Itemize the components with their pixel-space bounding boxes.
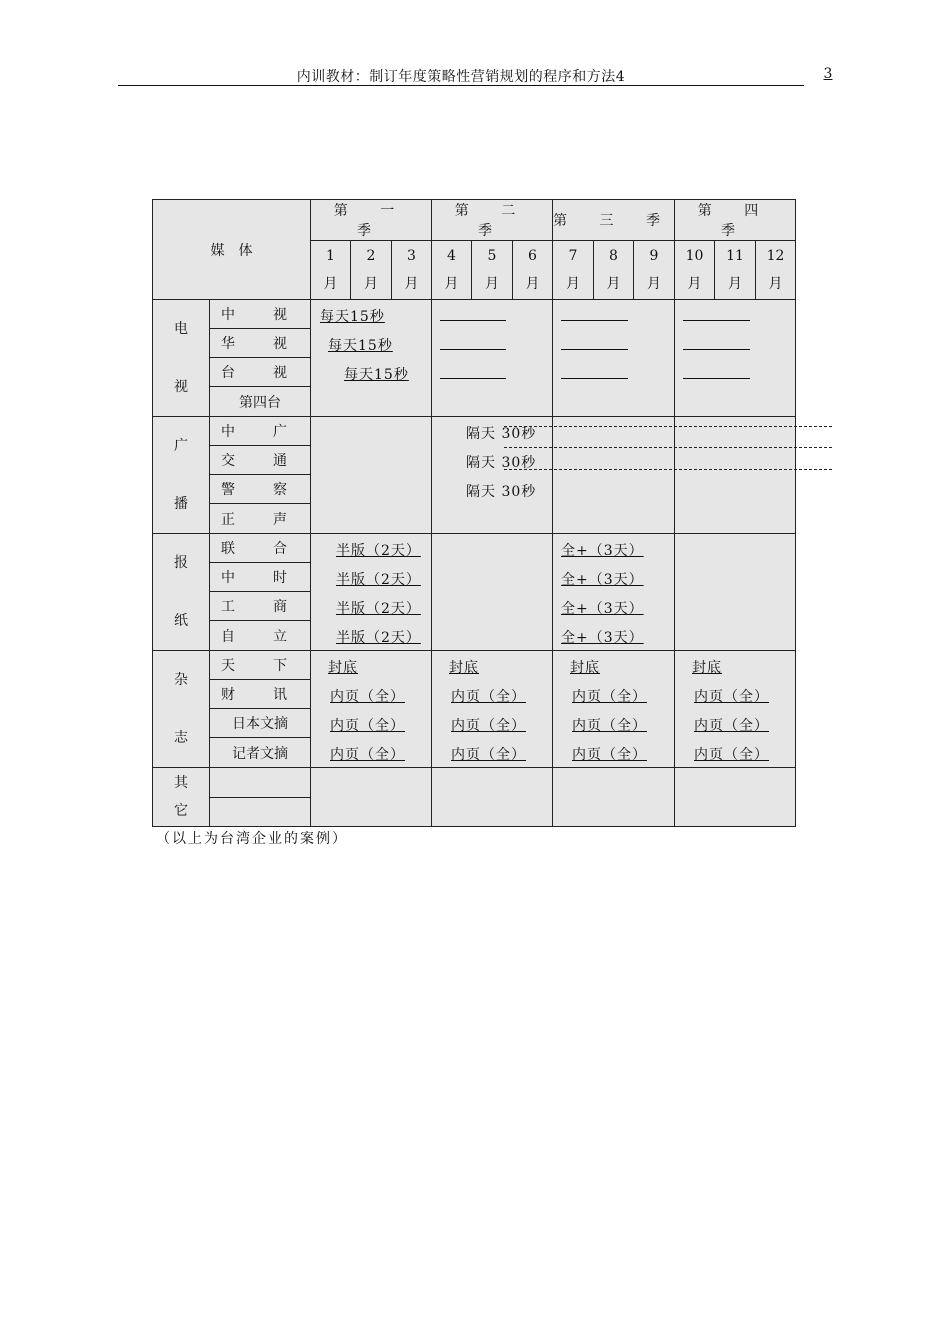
- outlet-label: 自 立: [210, 621, 311, 651]
- media-label: 媒 体: [210, 242, 253, 259]
- category-magazine: 杂 志: [153, 651, 210, 768]
- schedule-entry: 半版（2天）: [336, 601, 421, 617]
- outlet-label: 交 通: [210, 446, 311, 475]
- blank-line: [683, 378, 750, 379]
- schedule-entry: 内页（全）: [694, 718, 769, 734]
- quarter-2-header: 第 二 季: [432, 200, 553, 241]
- category-radio: 广 播: [153, 417, 210, 534]
- newspaper-q4-cell: [675, 534, 796, 651]
- tv-q1-cell: [311, 300, 432, 417]
- schedule-entry: 隔天 30秒: [466, 484, 537, 500]
- schedule-entry: 内页（全）: [572, 747, 647, 763]
- magazine-q2-cell: [432, 651, 553, 768]
- header-rule: [118, 85, 804, 86]
- schedule-entry: 封底: [328, 660, 358, 676]
- category-other: 其 它: [153, 768, 210, 827]
- blank-line: [440, 320, 506, 321]
- media-header: [153, 200, 311, 300]
- month-header: 12 月: [756, 241, 796, 300]
- schedule-entry: 内页（全）: [451, 747, 526, 763]
- outlet-label: 警 察: [210, 475, 311, 504]
- other-q4-cell: [675, 768, 796, 827]
- outlet-label: 中 视: [210, 300, 311, 329]
- category-newspaper: 报 纸: [153, 534, 210, 651]
- blank-line: [683, 349, 750, 350]
- schedule-entry: 每天15秒: [344, 367, 409, 383]
- schedule-entry: 隔天 30秒: [466, 426, 537, 442]
- tv-q2-cell: [432, 300, 553, 417]
- month-header: 10 月: [675, 241, 715, 300]
- other-q2-cell: [432, 768, 553, 827]
- schedule-entry: 全+（3天）: [561, 630, 644, 646]
- outlet-label: 第四台: [210, 387, 311, 417]
- month-header: 6 月: [513, 241, 553, 300]
- schedule-entry: 封底: [692, 660, 722, 676]
- outlet-label-empty: [210, 768, 311, 798]
- month-header: 4 月: [432, 241, 472, 300]
- outlet-label: 中 广: [210, 417, 311, 446]
- blank-line: [683, 320, 750, 321]
- page-number: 3: [823, 66, 833, 82]
- blank-line: [561, 378, 628, 379]
- dashed-extension-line: [504, 447, 832, 448]
- outlet-label: 中 时: [210, 563, 311, 592]
- newspaper-q3-cell: [553, 534, 675, 651]
- outlet-label: 联 合: [210, 534, 311, 563]
- outlet-label: 工 商: [210, 592, 311, 621]
- radio-q1-cell: [311, 417, 432, 534]
- blank-line: [440, 378, 506, 379]
- schedule-entry: 封底: [570, 660, 600, 676]
- schedule-entry: 半版（2天）: [336, 630, 421, 646]
- schedule-entry: 内页（全）: [451, 689, 526, 705]
- month-header: 2 月: [351, 241, 392, 300]
- schedule-entry: 全+（3天）: [561, 543, 644, 559]
- category-tv: 电 视: [153, 300, 210, 417]
- header-title: 内训教材：制订年度策略性营销规划的程序和方法4: [296, 69, 626, 85]
- schedule-entry: 内页（全）: [694, 689, 769, 705]
- magazine-q4-cell: [675, 651, 796, 768]
- schedule-entry: 内页（全）: [330, 747, 405, 763]
- outlet-label: 日本文摘: [210, 709, 311, 738]
- newspaper-q1-cell: [311, 534, 432, 651]
- blank-line: [440, 349, 506, 350]
- radio-q4-cell: [675, 417, 796, 534]
- quarter-3-header: 第 三 季: [553, 200, 675, 241]
- month-header: 8 月: [594, 241, 634, 300]
- month-header: 1 月: [311, 241, 351, 300]
- schedule-entry: 全+（3天）: [561, 572, 644, 588]
- schedule-entry: 内页（全）: [330, 718, 405, 734]
- dashed-extension-line: [504, 426, 832, 427]
- other-q1-cell: [311, 768, 432, 827]
- magazine-q1-cell: [311, 651, 432, 768]
- month-header: 9 月: [634, 241, 675, 300]
- outlet-label-empty: [210, 798, 311, 827]
- quarter-1-header: 第 一 季: [311, 200, 432, 241]
- other-q3-cell: [553, 768, 675, 827]
- schedule-entry: 每天15秒: [320, 309, 385, 325]
- table-caption: （以上为台湾企业的案例）: [156, 831, 348, 847]
- outlet-label: 台 视: [210, 358, 311, 387]
- outlet-label: 记者文摘: [210, 738, 311, 768]
- outlet-label: 天 下: [210, 651, 311, 680]
- schedule-entry: 隔天 30秒: [466, 455, 537, 471]
- schedule-entry: 内页（全）: [451, 718, 526, 734]
- magazine-q3-cell: [553, 651, 675, 768]
- radio-q2-cell: [432, 417, 553, 534]
- media-schedule-table: [152, 199, 796, 827]
- tv-q3-cell: [553, 300, 675, 417]
- month-header: 3 月: [392, 241, 432, 300]
- blank-line: [561, 349, 628, 350]
- schedule-entry: 封底: [449, 660, 479, 676]
- blank-line: [561, 320, 628, 321]
- schedule-entry: 内页（全）: [572, 718, 647, 734]
- schedule-entry: 内页（全）: [572, 689, 647, 705]
- radio-q3-cell: [553, 417, 675, 534]
- newspaper-q2-cell: [432, 534, 553, 651]
- outlet-label: 财 讯: [210, 680, 311, 709]
- dashed-extension-line: [504, 469, 832, 470]
- tv-q4-cell: [675, 300, 796, 417]
- month-header: 5 月: [472, 241, 513, 300]
- schedule-entry: 内页（全）: [694, 747, 769, 763]
- schedule-entry: 半版（2天）: [336, 572, 421, 588]
- outlet-label: 正 声: [210, 504, 311, 534]
- schedule-entry: 全+（3天）: [561, 601, 644, 617]
- schedule-entry: 半版（2天）: [336, 543, 421, 559]
- quarter-4-header: 第 四 季: [675, 200, 796, 241]
- schedule-entry: 内页（全）: [330, 689, 405, 705]
- month-header: 11 月: [715, 241, 756, 300]
- schedule-entry: 每天15秒: [328, 338, 393, 354]
- month-header: 7 月: [553, 241, 594, 300]
- outlet-label: 华 视: [210, 329, 311, 358]
